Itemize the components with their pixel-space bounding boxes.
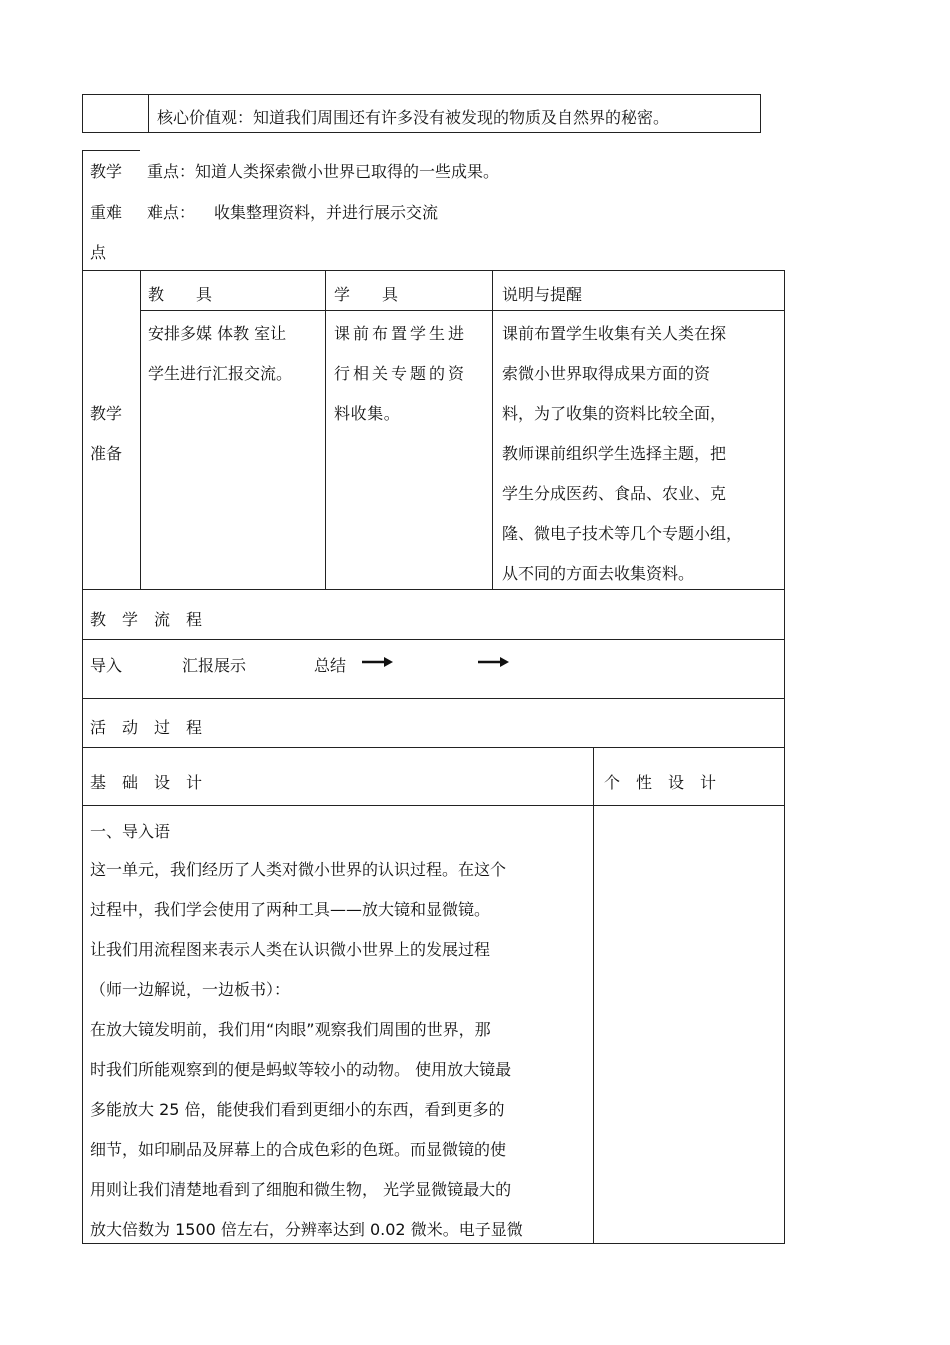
text-line: 安排多媒 体教 室让 [148, 324, 287, 343]
text-line: 教师课前组织学生选择主题，把 [502, 444, 727, 463]
border [82, 132, 761, 133]
flow-step: 汇报展示 [182, 656, 247, 675]
personal-design-header: 个 性 设 计 [604, 773, 717, 792]
border [82, 805, 785, 806]
text-line: 放大倍数为 1500 倍左右，分辨率达到 0.02 微米。电子显微 [90, 1220, 523, 1239]
section-title: 一、导入语 [90, 822, 171, 841]
preparation-label: 教学 [90, 404, 123, 423]
text-line: 让我们用流程图来表示人类在认识微小世界上的发展过程 [90, 940, 491, 959]
border [82, 639, 785, 640]
text-line: 从不同的方面去收集资料。 [502, 564, 695, 583]
core-value-text: 核心价值观：知道我们周围还有许多没有被发现的物质及自然界的秘密。 [157, 108, 670, 127]
text-line: 多能放大 25 倍，能使我们看到更细小的东西，看到更多的 [90, 1100, 505, 1119]
teacher-tools-text [148, 314, 292, 394]
arrow-right-icon [362, 655, 394, 669]
header-teacher-tools: 教 具 [148, 285, 213, 304]
text-line: 学生进行汇报交流。 [148, 364, 293, 383]
text-line: 学生分成医药、食品、农业、克 [502, 484, 727, 503]
key-points-label: 重难 [90, 203, 123, 222]
text-line: 过程中，我们学会使用了两种工具——放大镜和显微镜。 [90, 900, 491, 919]
border [148, 94, 149, 133]
text-line: 课前布置学生收集有关人类在探 [502, 324, 727, 343]
text-line: 料收集。 [334, 404, 401, 423]
text-line: （师一边解说，一边板书）： [90, 980, 291, 999]
border [82, 270, 785, 271]
border [82, 94, 83, 133]
flow-title: 教 学 流 程 [90, 610, 203, 629]
key-points-label: 点 [90, 243, 107, 262]
border [325, 270, 326, 590]
text-line: 在放大镜发明前，我们用“肉眼”观察我们周围的世界，那 [90, 1020, 491, 1039]
text-line: 这一单元，我们经历了人类对微小世界的认识过程。在这个 [90, 860, 507, 879]
text-line: 用则让我们清楚地看到了细胞和微生物， 光学显微镜最大的 [90, 1180, 512, 1199]
key-points-label: 教学 [90, 162, 123, 181]
header-student-tools: 学 具 [334, 285, 399, 304]
text-line: 细节，如印刷品及屏幕上的合成色彩的色斑。而显微镜的使 [90, 1140, 507, 1159]
basic-design-header: 基 础 设 计 [90, 773, 203, 792]
key-point-text: 重点：知道人类探索微小世界已取得的一些成果。 [147, 162, 500, 181]
text-line: 料，为了收集的资料比较全面， [502, 404, 727, 423]
difficulty-label: 难点： [147, 203, 196, 222]
text-line: 隆、微电子技术等几个专题小组， [502, 524, 743, 543]
border [784, 270, 785, 1244]
header-notes: 说明与提醒 [502, 285, 583, 304]
border [82, 150, 83, 1244]
border [593, 747, 594, 1244]
border [492, 270, 493, 590]
border [82, 94, 761, 95]
text-line: 索微小世界取得成果方面的资 [502, 364, 711, 383]
notes-text [502, 314, 742, 594]
text-line: 行相关专题的资 [334, 364, 468, 383]
border [82, 1243, 785, 1244]
activity-title: 活 动 过 程 [90, 718, 203, 737]
border [140, 270, 141, 590]
border [760, 94, 761, 133]
arrow-right-icon [478, 655, 510, 669]
text-line: 时我们所能观察到的便是蚂蚁等较小的动物。 使用放大镜最 [90, 1060, 512, 1079]
difficulty-text: 收集整理资料，并进行展示交流 [214, 203, 439, 222]
border [82, 150, 140, 151]
border [82, 698, 785, 699]
preparation-label: 准备 [90, 444, 123, 463]
border [140, 310, 785, 311]
intro-paragraph [90, 850, 523, 1250]
border [82, 747, 785, 748]
student-tools-text [334, 314, 467, 434]
flow-step: 总结 [314, 656, 347, 675]
text-line: 课前布置学生进 [334, 324, 468, 343]
flow-step: 导入 [90, 656, 123, 675]
